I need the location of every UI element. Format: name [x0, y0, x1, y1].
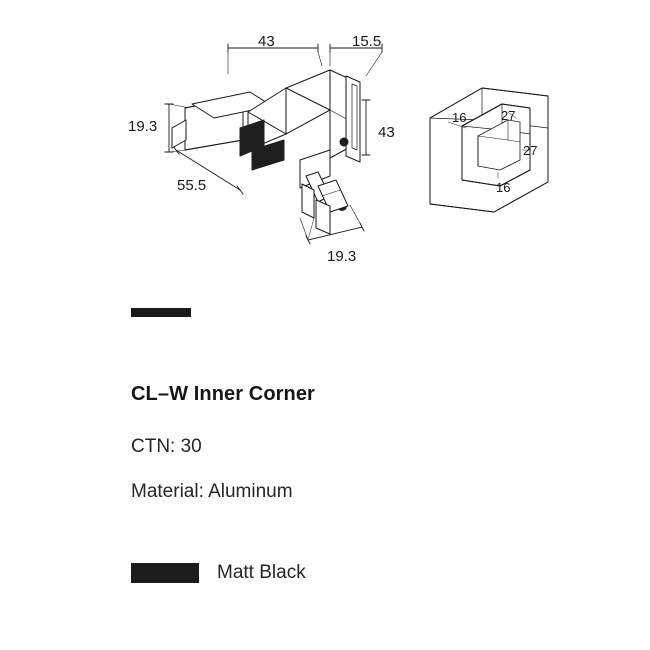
drawing-svg: [0, 0, 650, 290]
title-divider-rule: [131, 308, 191, 317]
dimension-label: 19.3: [128, 118, 158, 135]
page-title: CL–W Inner Corner: [131, 383, 315, 406]
dimension-label: 16: [496, 180, 511, 195]
color-swatch: [131, 563, 199, 583]
technical-drawings: [0, 0, 650, 290]
ctn-value: CTN: 30: [131, 436, 202, 457]
dimension-label: 15.5: [352, 33, 382, 50]
finish-row: [131, 562, 306, 584]
dimension-label: 27: [523, 143, 538, 158]
dimension-label: 19.3: [327, 248, 357, 265]
dimension-label: 43: [258, 33, 275, 50]
dimension-label: 43: [378, 124, 395, 141]
dimension-label: 55.5: [177, 177, 207, 194]
material-value: Material: Aluminum: [131, 481, 293, 502]
dimension-label: 27: [501, 108, 516, 123]
finish-label: Matt Black: [217, 562, 306, 583]
dimension-label: 16: [452, 110, 467, 125]
